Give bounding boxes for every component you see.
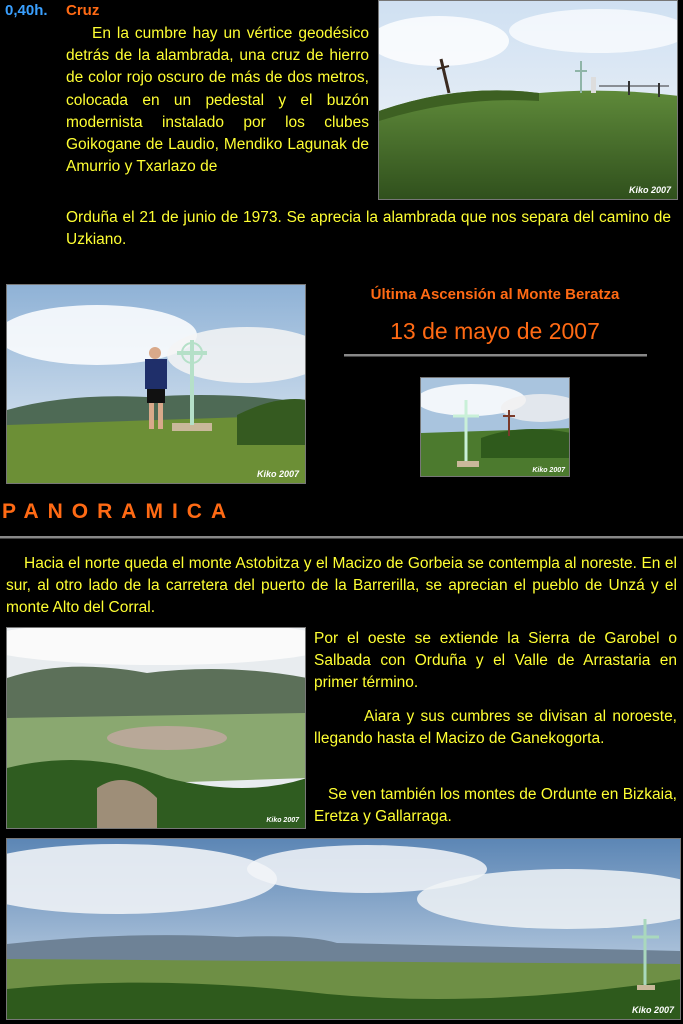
time-label: 0,40h. (5, 2, 48, 19)
valley-photo (6, 627, 306, 829)
divider (0, 536, 683, 539)
summit-photo (378, 0, 678, 200)
section-title-cruz: Cruz (66, 2, 100, 19)
valley-photo-image (7, 628, 306, 829)
panoramica-ordunte: Se ven también los montes de Ordunte en Bizkaia, Eretza y Gallarraga. (314, 786, 677, 826)
divider (344, 354, 647, 357)
cross-small-photo (420, 377, 570, 477)
wide-panorama-photo (6, 838, 681, 1020)
climber-photo (6, 284, 306, 484)
cross-small-photo-image (421, 378, 570, 477)
panoramica-heading: PANORAMICA (2, 500, 236, 523)
cruz-text-upper: En la cumbre hay un vértice geodésico detrás de la alambrada, una cruz de hierro de color rojo oscuro de más de dos metros, colocada en un pedestal y el buzón modernista instalado por los clubes Goikogane de Laudio, Mendiko Lagunak de Amurrio y Txarlazo de (66, 25, 369, 176)
photo-credit: Kiko 2007 (256, 469, 299, 479)
summit-photo-image (379, 1, 678, 200)
photo-credit: Kiko 2007 (266, 817, 299, 824)
climber-photo-image (7, 285, 306, 484)
panoramica-northwest: Aiara y sus cumbres se divisan al noroeste, llegando hasta el Macizo de Ganekogorta. (314, 708, 677, 748)
photo-credit: Kiko 2007 (628, 185, 671, 195)
ascent-date: 13 de mayo de 2007 (390, 318, 600, 344)
cruz-text-lower: Orduña el 21 de junio de 1973. Se aprecia la alambrada que nos separa del camino de Uzkiano. (66, 209, 671, 249)
photo-credit: Kiko 2007 (532, 467, 565, 474)
wide-panorama-photo-image (7, 839, 681, 1020)
panoramica-west: Por el oeste se extiende la Sierra de Garobel o Salbada con Orduña y el Valle de Arrastaria en primer término. (314, 630, 677, 692)
ascent-title: Última Ascensión al Monte Beratza (370, 286, 620, 303)
photo-credit: Kiko 2007 (631, 1005, 674, 1015)
panoramica-intro: Hacia el norte queda el monte Astobitza y el Macizo de Gorbeia se contempla al noreste. En el sur, al otro lado de la carretera del puerto de la Barrerilla, se aprecian el pueblo de Unzá y el monte Alto del Corral. (6, 555, 677, 617)
